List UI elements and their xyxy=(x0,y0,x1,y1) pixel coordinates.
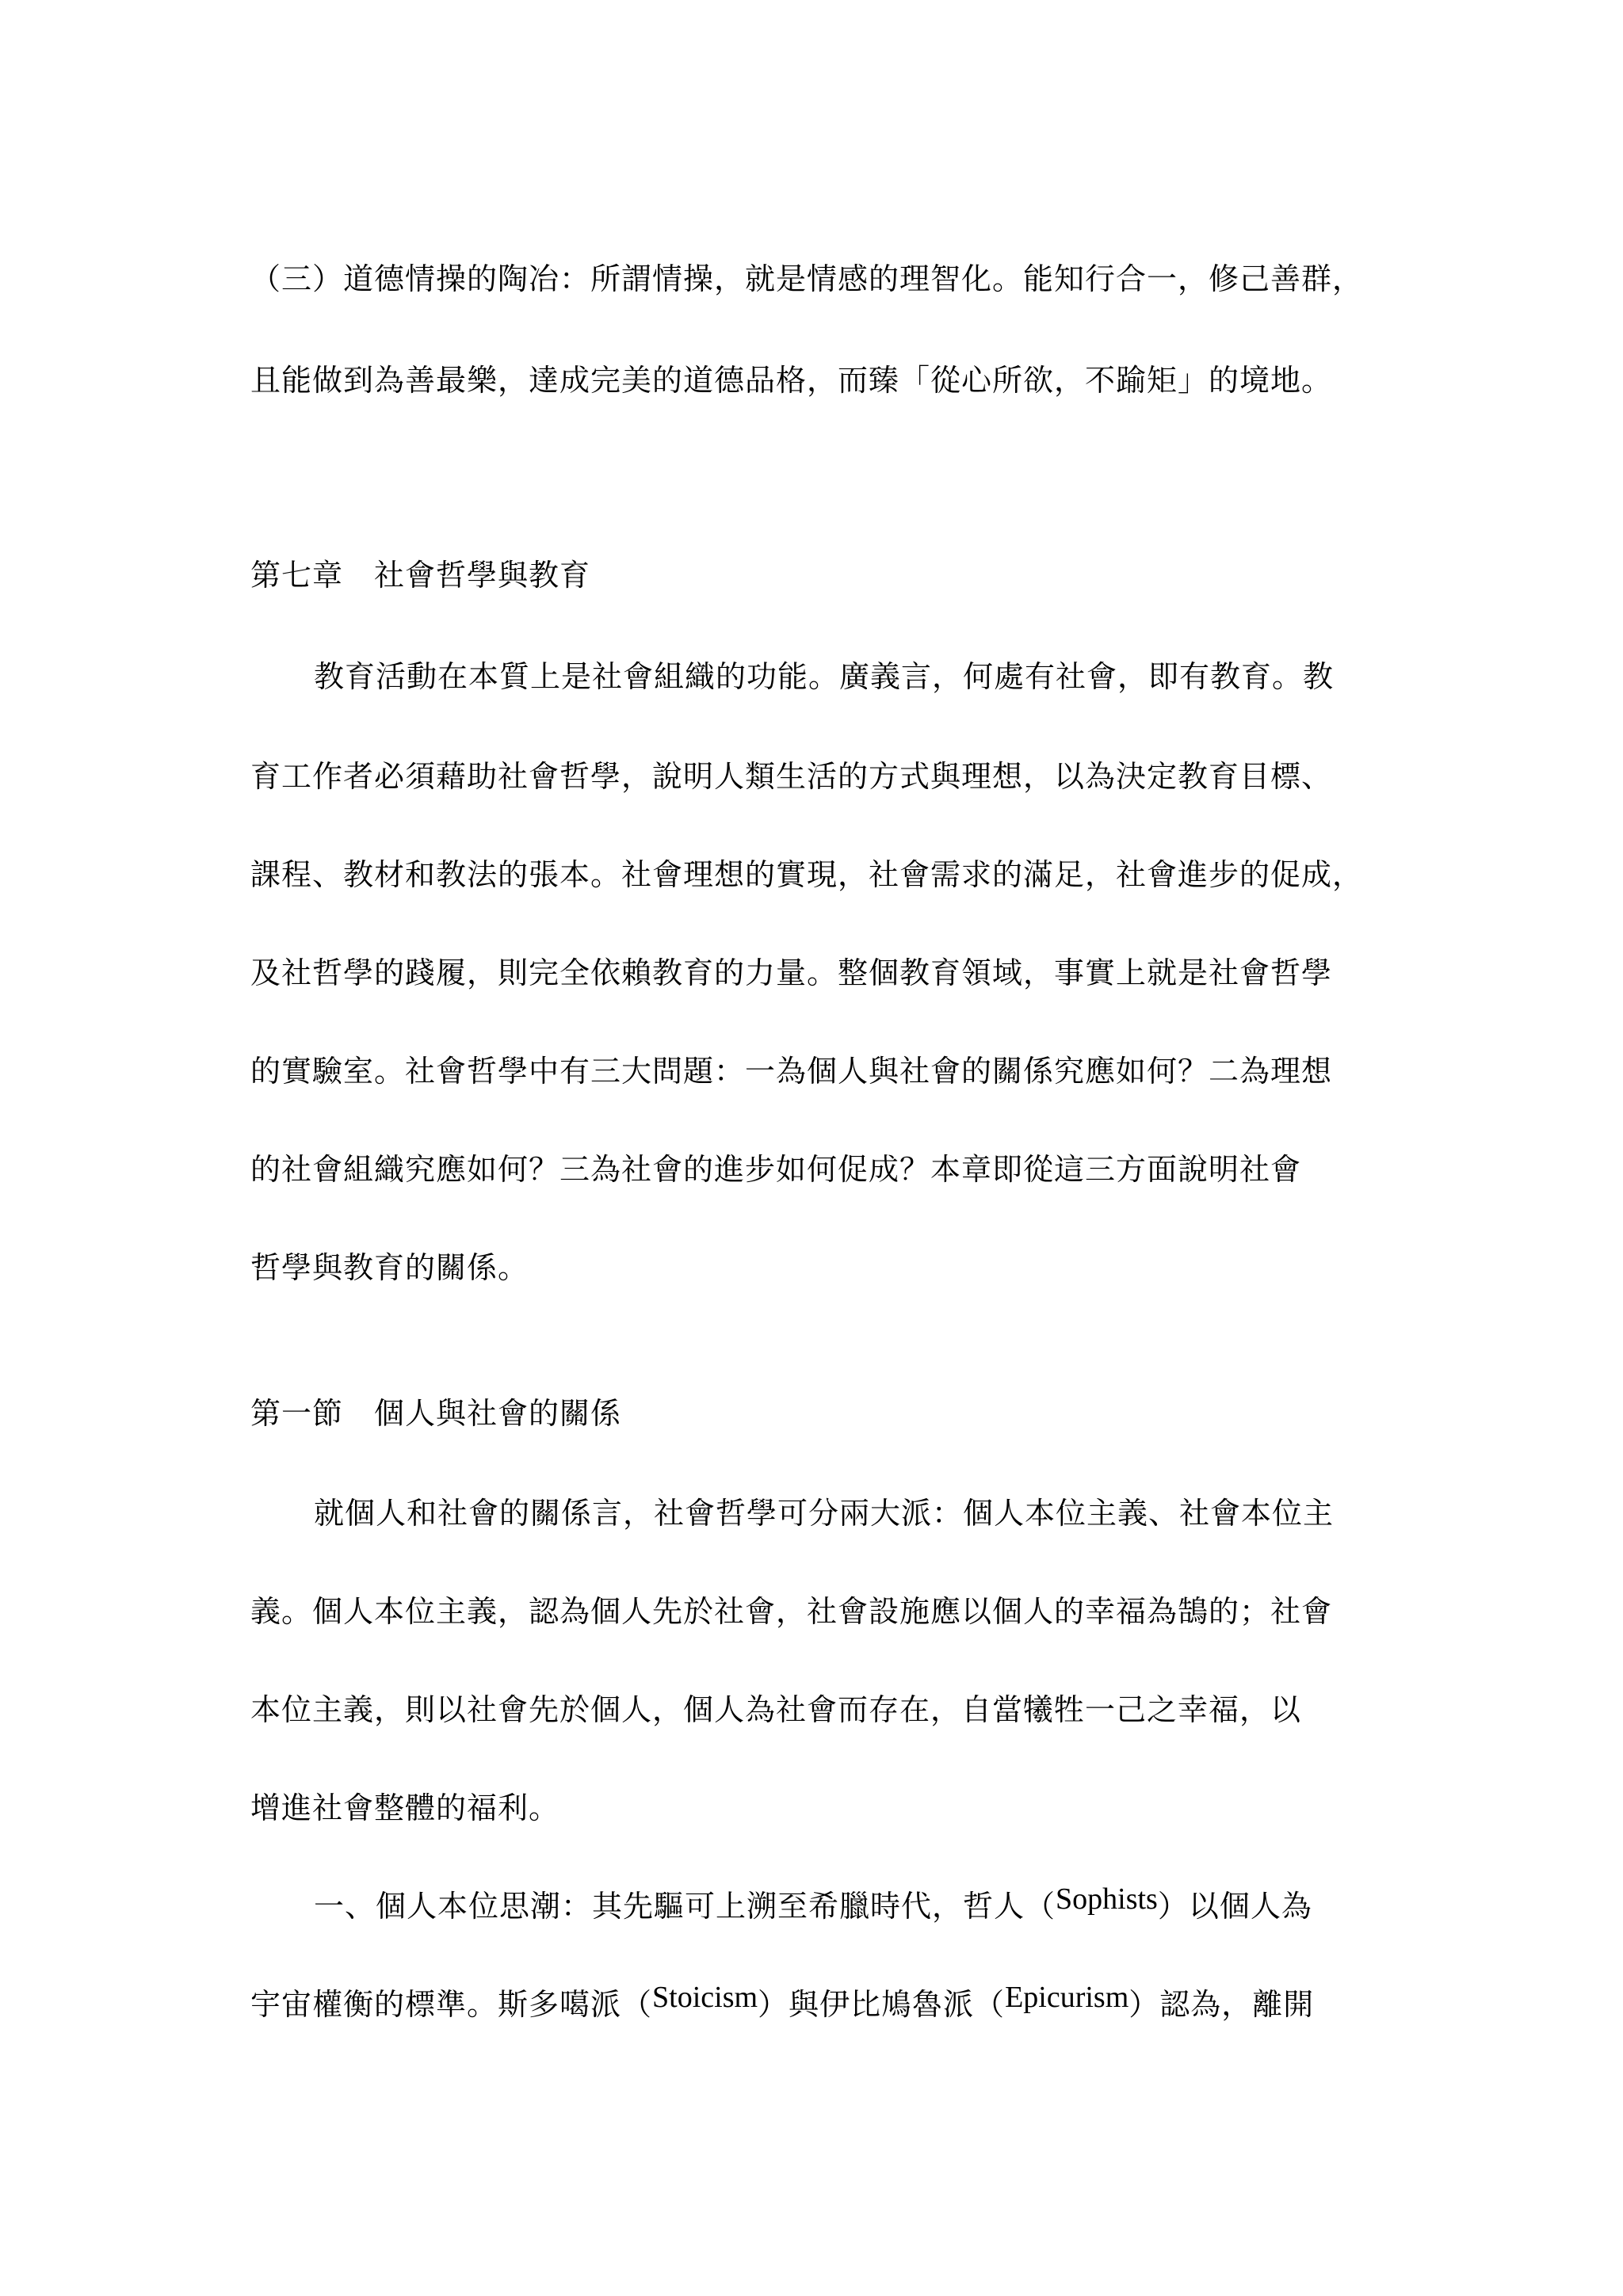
chapter-intro-line-3: 課程、教材和教法的張本。社會理想的實現，社會需求的滿足，社會進步的促成， xyxy=(250,857,1364,892)
individualism-line-2-text-e: ）認為，離開 xyxy=(1128,1987,1315,2022)
chapter-intro-line-4: 及社哲學的踐履，則完全依賴教育的力量。整個教育領域，事實上就是社會哲學 xyxy=(250,955,1333,990)
individualism-line-1-text-a: 一、個人本位思潮：其先驅可上溯至希臘時代，哲人（ xyxy=(314,1889,1056,1924)
individualism-line-1 xyxy=(314,1882,1312,1926)
paragraph-moral-sentiment-line-2: 且能做到為善最樂，達成完美的道德品格，而臻「從心所欲，不踰矩」的境地。 xyxy=(250,363,1333,398)
individualism-line-2-text-a: 宇宙權衡的標準。斯多噶派（ xyxy=(250,1987,653,2022)
individualism-line-2 xyxy=(250,1981,1315,2024)
individualism-line-1-text-c: ）以個人為 xyxy=(1157,1889,1312,1924)
section-intro-line-2: 義。個人本位主義，認為個人先於社會，社會設施應以個人的幸福為鵠的；社會 xyxy=(250,1594,1333,1629)
chapter-intro-line-6: 的社會組織究應如何？三為社會的進步如何促成？本章即從這三方面說明社會 xyxy=(250,1152,1302,1187)
chapter-intro-line-7: 哲學與教育的關係。 xyxy=(250,1250,529,1285)
section-intro-line-1: 就個人和社會的關係言，社會哲學可分兩大派：個人本位主義、社會本位主 xyxy=(314,1496,1335,1531)
section-intro-line-3: 本位主義，則以社會先於個人，個人為社會而存在，自當犧牲一己之幸福，以 xyxy=(250,1692,1302,1727)
term-epicurism: Epicurism xyxy=(1005,1981,1129,2014)
section-heading: 第一節 個人與社會的關係 xyxy=(250,1396,622,1431)
term-stoicism: Stoicism xyxy=(652,1981,758,2014)
section-intro-line-4: 增進社會整體的福利。 xyxy=(250,1791,560,1825)
chapter-intro-line-5: 的實驗室。社會哲學中有三大問題：一為個人與社會的關係究應如何？二為理想 xyxy=(250,1054,1333,1089)
individualism-line-2-text-c: ）與伊比鳩魯派（ xyxy=(758,1987,1006,2022)
chapter-intro-line-2: 育工作者必須藉助社會哲學，說明人類生活的方式與理想，以為決定教育目標、 xyxy=(250,759,1333,794)
chapter-heading: 第七章 社會哲學與教育 xyxy=(250,558,591,593)
chapter-intro-line-1: 教育活動在本質上是社會組織的功能。廣義言，何處有社會，即有教育。教 xyxy=(314,659,1335,694)
term-sophists: Sophists xyxy=(1056,1882,1158,1916)
paragraph-moral-sentiment-line-1: （三）道德情操的陶冶：所謂情操，就是情感的理智化。能知行合一，修己善群， xyxy=(250,261,1364,296)
